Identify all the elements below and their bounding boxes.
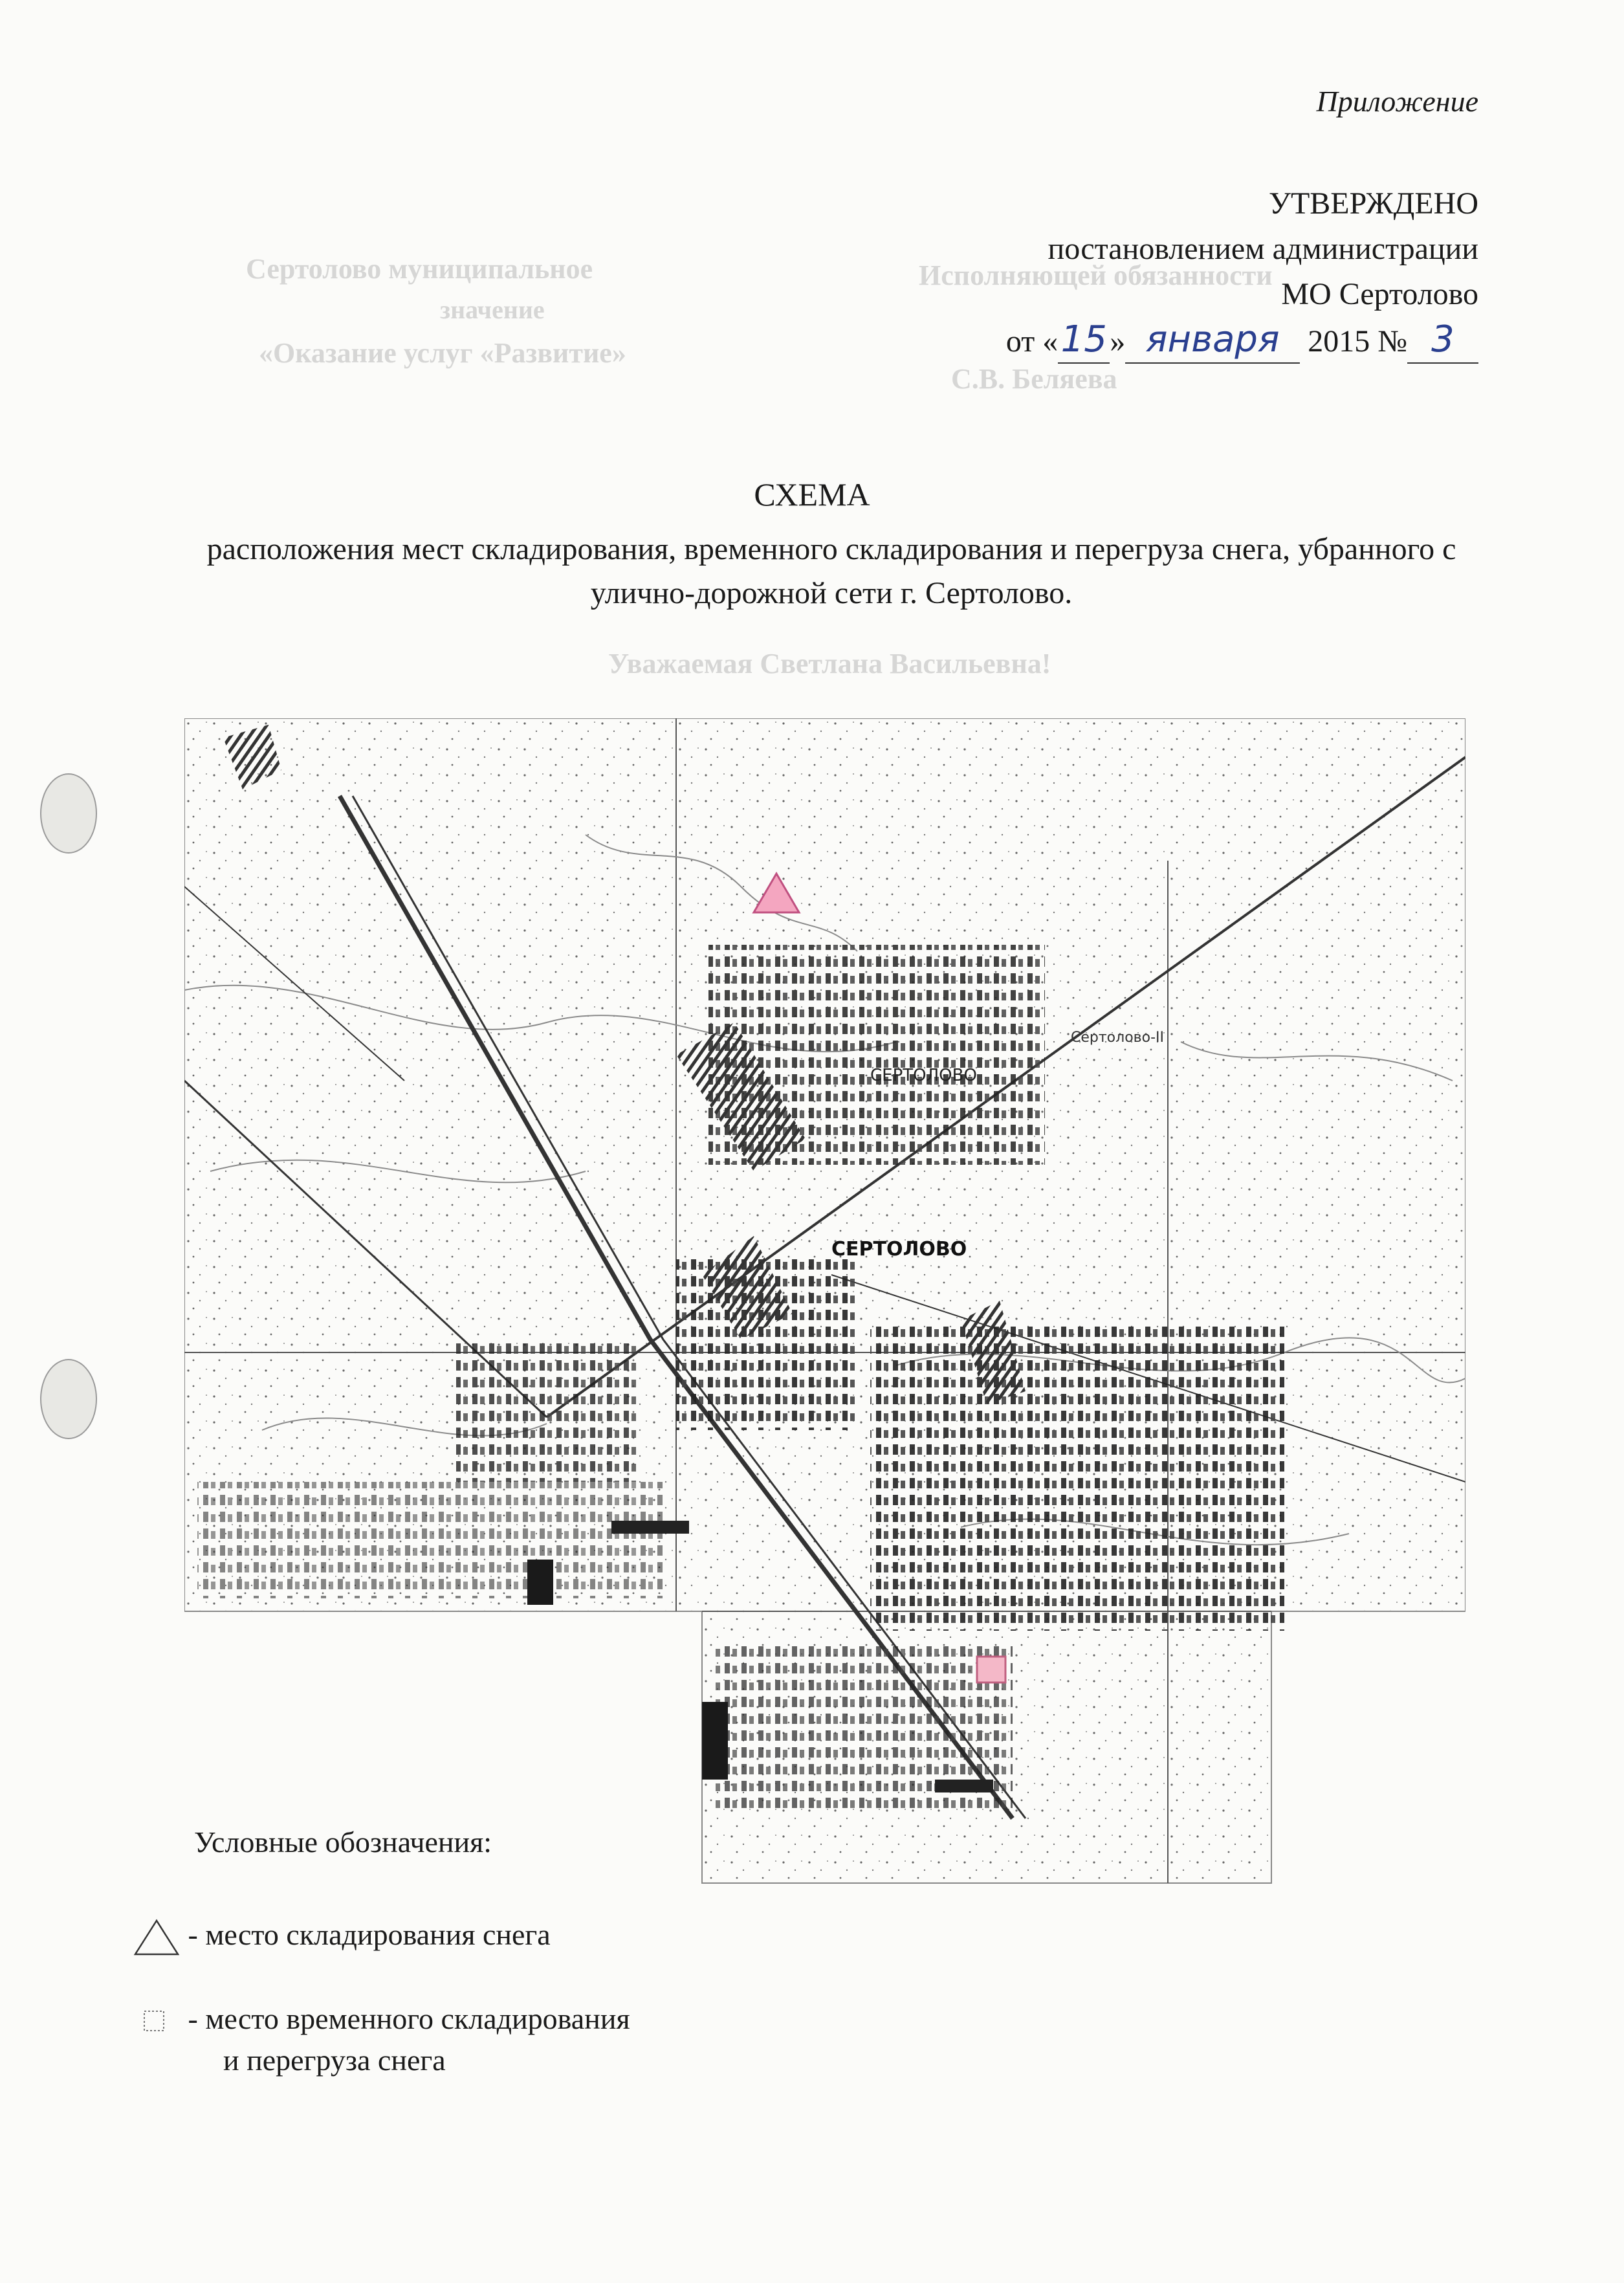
map-label-sertolovo-north: СЕРТОЛОВО — [870, 1066, 977, 1085]
appendix-label: Приложение — [1316, 85, 1478, 118]
approved-heading: УТВЕРЖДЕНО — [1268, 186, 1478, 221]
legend-storage-text: - место складирования снега — [188, 1918, 551, 1951]
square-icon — [133, 2002, 181, 2041]
punch-hole-top — [40, 773, 97, 854]
city-map — [184, 718, 1465, 1935]
date-prefix: от « — [1005, 324, 1059, 358]
date-day: 15 — [1058, 317, 1110, 364]
document-title: СХЕМА — [754, 476, 870, 513]
punch-hole-bottom — [40, 1359, 97, 1439]
legend-title: Условные обозначения: — [194, 1825, 492, 1858]
document-subtitle: расположения мест складирования, временного складирования и перегруза снега, убранного с улично-дорожной сети г. Сертолово. — [206, 532, 1456, 610]
map-label-sertolovo-2: Сертолово-II — [1071, 1030, 1164, 1046]
map-label-sertolovo-center: СЕРТОЛОВО — [831, 1238, 967, 1261]
approval-block — [1006, 181, 1478, 364]
temporary-storage-marker — [977, 1657, 1005, 1682]
date-year-number: 2015 № — [1308, 324, 1407, 358]
approved-mo: МО Сертолово — [1281, 277, 1478, 311]
date-mid: » — [1110, 324, 1126, 358]
date-month: января — [1125, 317, 1300, 364]
resolution-number: 3 — [1407, 317, 1478, 364]
legend-item-temporary — [133, 2000, 630, 2080]
legend-temporary-text-2: и перегруза снега — [223, 2044, 446, 2077]
approved-by-resolution: постановлением администрации — [1048, 232, 1478, 266]
legend-item-storage — [133, 1915, 551, 1957]
approval-date-line — [1006, 317, 1478, 364]
legend-temporary-text: - место временного складирования — [188, 2002, 630, 2035]
triangle-icon — [133, 1918, 181, 1957]
